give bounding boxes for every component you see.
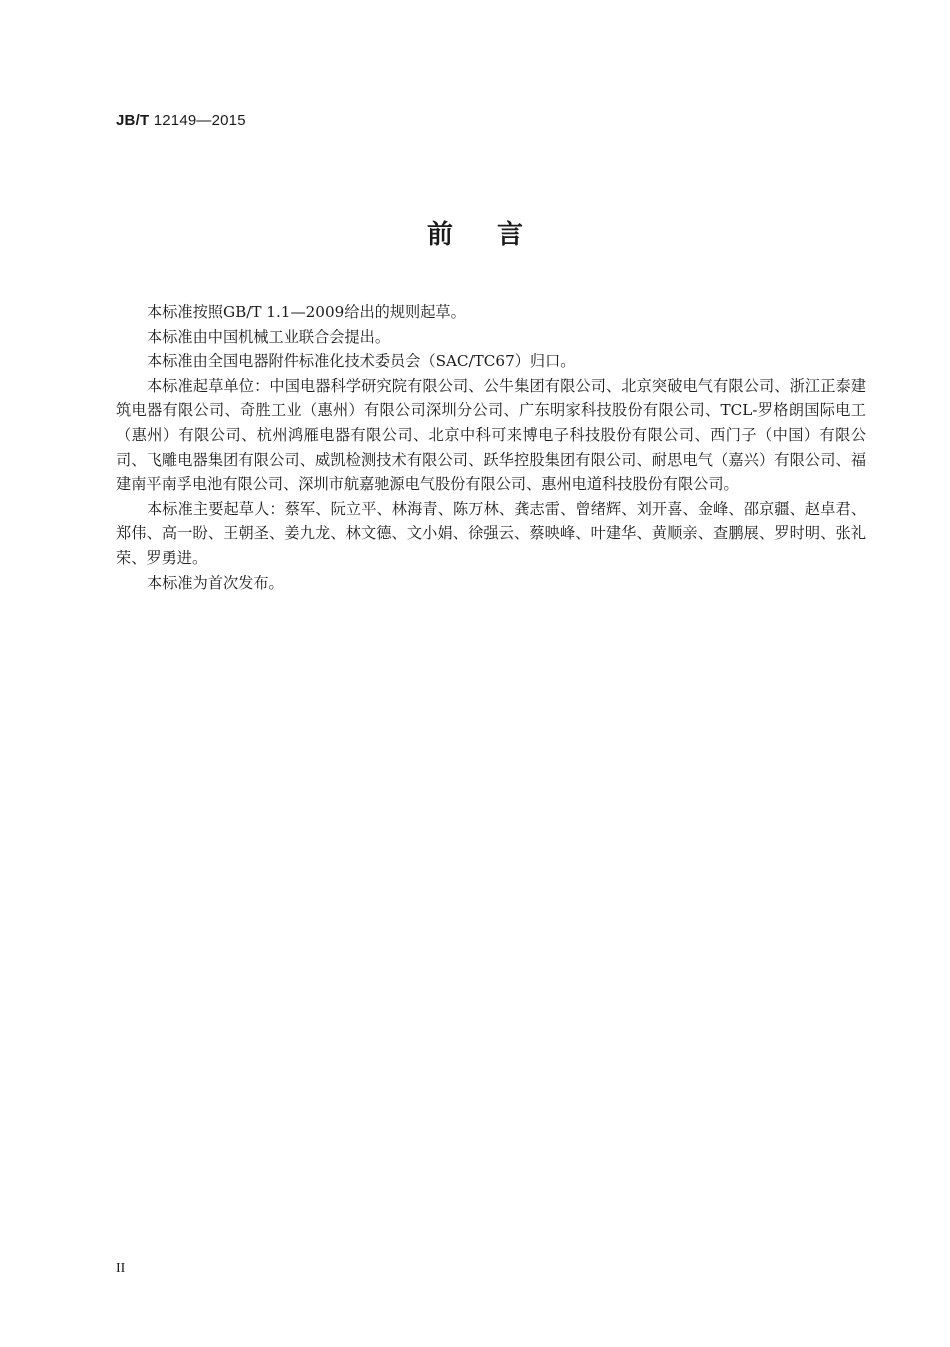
page-title: 前言 (426, 220, 567, 250)
document-code (116, 112, 246, 129)
paragraph-main-drafters: 本标准主要起草人：蔡军、阮立平、林海青、陈万林、龚志雷、曾绪辉、刘开喜、金峰、邵京疆、赵卓君、郑伟、高一盼、王朝圣、姜九龙、林文德、文小娟、徐强云、蔡映峰、叶建华、黄顺亲、查鹏展、罗时明、张礼荣、罗勇进。 (116, 499, 866, 567)
doc-number: 12149—2015 (153, 112, 246, 129)
paragraph-responsible-committee: 本标准由全国电器附件标准化技术委员会（SAC/TC67）归口。 (147, 352, 576, 371)
doc-prefix: JB/T (116, 112, 150, 129)
paragraph-first-release: 本标准为首次发布。 (147, 573, 284, 592)
page-number: II (116, 1261, 126, 1276)
paragraph-proposer: 本标准由中国机械工业联合会提出。 (147, 327, 390, 346)
foreword-body (116, 300, 866, 595)
paragraph-drafting-rules: 本标准按照GB/T 1.1—2009给出的规则起草。 (147, 303, 466, 321)
paragraph-drafting-units: 本标准起草单位：中国电器科学研究院有限公司、公牛集团有限公司、北京突破电气有限公司、浙江正泰建筑电器有限公司、奇胜工业（惠州）有限公司深圳分公司、广东明家科技股份有限公司、TCL-罗格朗国际电工（惠州）有限公司、杭州鸿雁电器有限公司、北京中科可来博电子科技股份有限公司、西门子（中国）有限公司、飞雕电器集团有限公司、威凯检测技术有限公司、跃华控股集团有限公司、耐思电气（嘉兴）有限公司、福建南平南孚电池有限公司、深圳市航嘉驰源电气股份有限公司、惠州电道科技股份有限公司。 (116, 376, 866, 494)
